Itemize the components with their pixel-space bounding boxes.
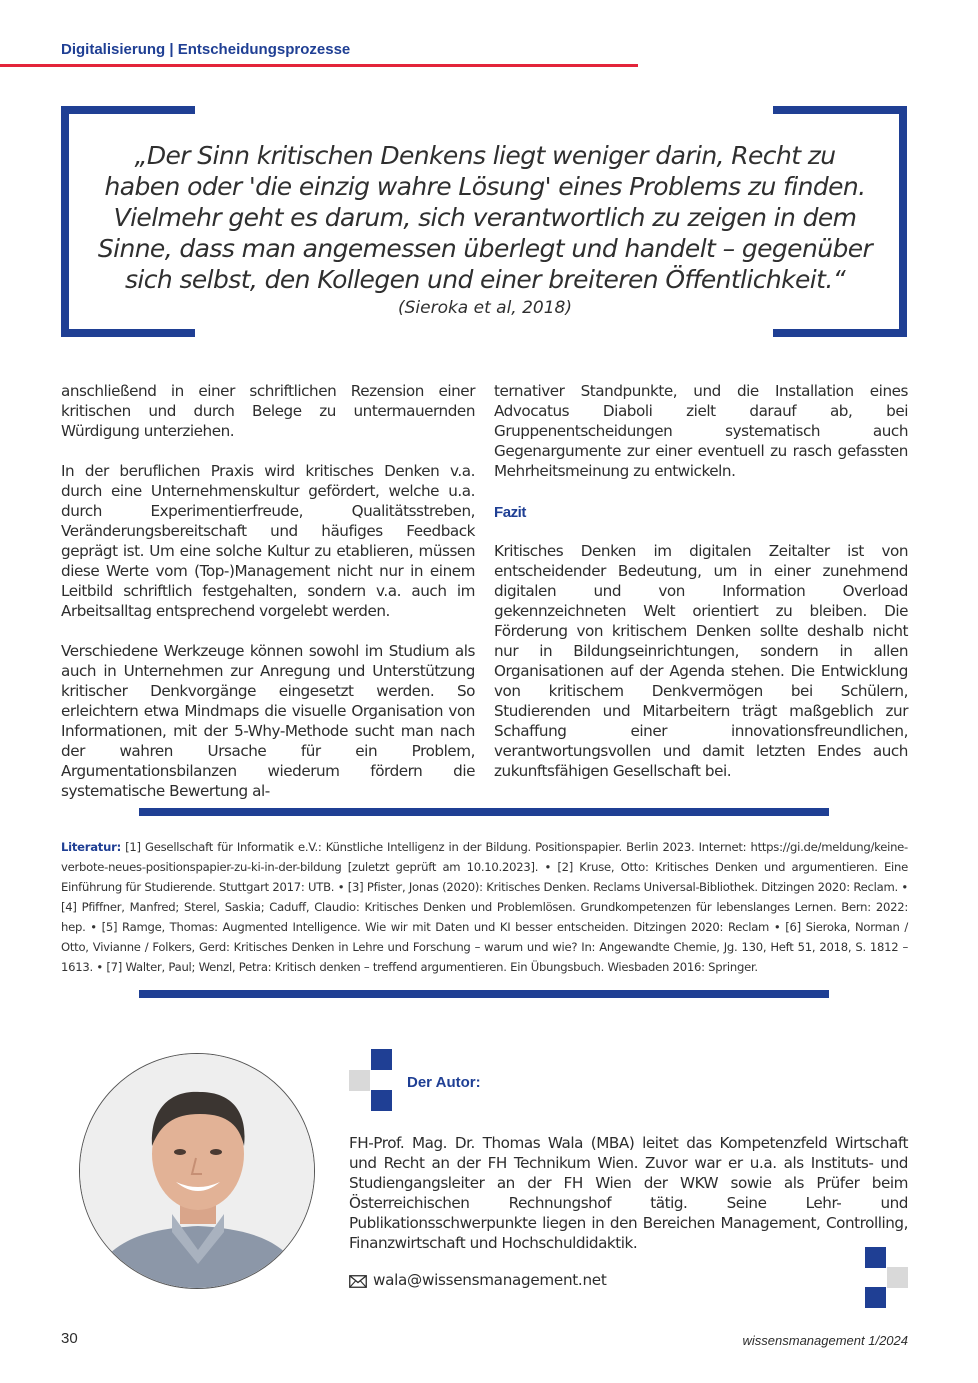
fazit-heading: Fazit [494, 504, 526, 521]
decor-square-blue [371, 1049, 392, 1070]
page-number: 30 [61, 1330, 78, 1347]
author-email-link[interactable]: wala@wissensmanagement.net [373, 1271, 607, 1289]
article-column-left [61, 381, 475, 821]
author-photo [79, 1053, 315, 1289]
article-paragraph: Verschiedene Werkzeuge können sowohl im Studium als auch in Unternehmen zur Anregung und Unterstützung kritischer Denkvorgänge eingesetzt werden. So erleichtern etwa Mindmaps die visuelle Organisation von Informationen, mit der 5-Why-Methode sucht man nach der wahren Ursache für ein Problem, Argumentationsbilanzen wiederum fördern die systematische Bewertung al- [61, 642, 475, 800]
author-bio: FH-Prof. Mag. Dr. Thomas Wala (MBA) leitet das Kompetenzfeld Wirtschaft und Recht an der FH Technikum Wien. Zuvor war er u.a. als Instituts- und Studiengangsleiter an der FH Wien der WKW sowie als Prüfer beim Österreichischen Rechnungshof tätig. Seine Lehr- und Publikationsschwerpunkte liegen in den Bereichen Management, Controlling, Finanzwirtschaft und Hochschuldidaktik. [349, 1134, 908, 1252]
decor-square-grey [887, 1267, 908, 1288]
quote-source: (Sieroka et al, 2018) [397, 298, 573, 318]
author-heading: Der Autor: [407, 1074, 481, 1091]
literature-references [61, 837, 908, 977]
literature-text: [1] Gesellschaft für Informatik e.V.: Künstliche Intelligenz in der Bildung. Positionspapier. Berlin 2023. Internet: https://gi.de/meldung/keine-verbote-neues-positionspapier-zu-ki-in-der-bildung [zuletzt geprüft am 10.10.2023]. • [2] Kruse, Otto: Kritisches Denken und argumentieren. Eine Einführung für Studierende. Stuttgart 2017: UTB. • [3] Pfister, Jonas (2020): Kritisches Denken. Reclams Universal-Bibliothek. Ditzingen 2020: Reclam. • [4] Pfiffner, Manfred; Sterel, Saskia; Caduff, Claudio: Kritisches Denken und Problemlösen. Grundkompetenzen für lebenslanges Lernen. Bern: 2022: hep. • [5] Ramge, Thomas: Augmented Intelligence. Wie wir mit Daten und KI besser entscheiden. Ditzingen 2020: Reclam • [6] Sieroka, Norman / Otto, Vivianne / Folkers, Gerd: Kritisches Denken in Lehre und Forschung – warum und wie? In: Angewandte Chemie, Jg. 130, Heft 51, 2018, S. 1812 – 1613. • [7] Walter, Paul; Wenzl, Petra: Kritisch denken – treffend argumentieren. Ein Übungsbuch. Wiesbaden 2016: Springer. [61, 840, 908, 974]
decor-square-grey [349, 1070, 370, 1091]
section-header: Digitalisierung | Entscheidungsprozesse [61, 41, 351, 58]
literature-rule-top [139, 808, 829, 816]
envelope-icon [349, 1274, 367, 1287]
fazit-paragraph: Kritisches Denken im digitalen Zeitalter ist von entscheidender Bedeutung, um in einer zunehmend digitalen und von Information Overload gekennzeichneten Welt orientiert zu bleiben. Die Förderung von kritischem Denken sollte deshalb nicht nur in Bildungseinrichtungen, sondern in allen Organisationen auf der Agenda stehen. Die Entwicklung von kritischem Denkvermögen bei Schülern, Studierenden und Mitarbeitern trägt maßgeblich zur Schaffung einer innovationsfreundlichen, verantwortungsvollen und damit letzten Endes auch zukunftsfähigen Gesellschaft bei. [494, 542, 908, 780]
article-paragraph: anschließend in einer schriftlichen Rezension einer kritischen und durch Belege zu untermauernden Würdigung unterziehen. [61, 382, 475, 440]
literature-rule-bottom [139, 990, 829, 998]
article-paragraph: ternativer Standpunkte, und die Installation eines Advocatus Diaboli zielt darauf ab, bei Gruppenentscheidungen systematisch auch Gegenargumente zur einer eventuell zu rasch gefassten Mehrheitsmeinung zu entwickeln. [494, 382, 908, 480]
decor-square-blue [865, 1247, 886, 1268]
literature-label: Literatur: [61, 840, 121, 854]
decor-square-blue [371, 1090, 392, 1111]
article-column-right [494, 381, 908, 801]
author-email-row[interactable] [349, 1271, 606, 1289]
pull-quote: „Der Sinn kritischen Denkens liegt weniger darin, Recht zu haben oder 'die einzig wahre Lösung' eines Problems zu finden. Vielmehr geht es darum, sich verantwortlich zu zeigen in dem Sinne, dass man angemessen überlegt und handelt – gegenüber sich selbst, den Kollegen und einer breiteren Öffentlichkeit.“ [97, 141, 873, 294]
decor-square-blue [865, 1287, 886, 1308]
header-rule [0, 64, 638, 67]
article-paragraph: In der beruflichen Praxis wird kritisches Denken v.a. durch eine Unternehmenskultur gefördert, welche u.a. durch Experimentierfreude, Qualitätsstreben, Veränderungsbereitschaft und häufiges Feedback geprägt ist. Um eine solche Kultur zu etablieren, müssen diese Werte vom (Top-)Management nicht nur in einem Leitbild schriftlich festgehalten, sondern v.a. auch im Arbeitsalltag entsprechend vorgelebt werden. [61, 462, 475, 620]
publication-title: wissensmanagement 1/2024 [742, 1333, 908, 1348]
